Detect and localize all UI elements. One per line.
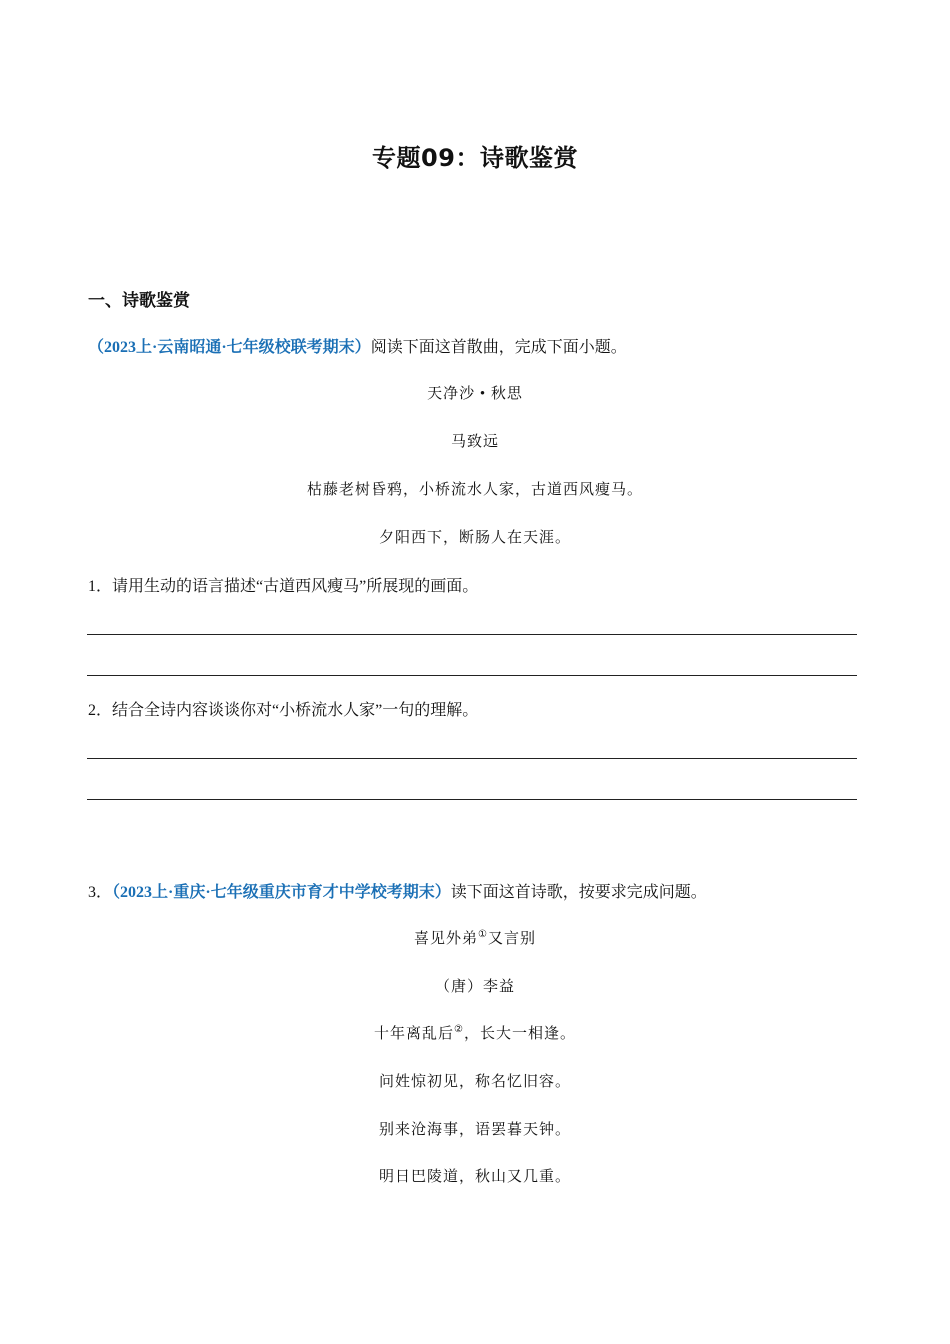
question-1: 1．请用生动的语言描述“古道西风瘦马”所展现的画面。 xyxy=(88,578,479,595)
poem1-line-1: 枯藤老树昏鸦，小桥流水人家，古道西风瘦马。 xyxy=(306,482,643,498)
answer-line-4 xyxy=(87,799,857,800)
poem2-line-2: 问姓惊初见，称名忆旧容。 xyxy=(378,1074,571,1090)
answer-line-2 xyxy=(87,675,857,676)
poem1-author: 马致远 xyxy=(450,434,499,450)
question-3-number: 3． xyxy=(88,884,113,901)
poem2-title-part-a: 喜见外弟 xyxy=(414,931,479,947)
poem1-title: 天净沙 • 秋思 xyxy=(427,386,523,402)
poem2-line-3: 别来沧海事，语罢暮天钟。 xyxy=(378,1122,571,1138)
passage2-instruction: 读下面这首诗歌，按要求完成问题。 xyxy=(450,884,707,901)
poem2-title-part-b: 又言别 xyxy=(487,931,536,947)
poem2-line-1 xyxy=(0,1022,950,1043)
footnote-marker-1: ① xyxy=(478,929,488,940)
answer-line-3 xyxy=(87,758,857,759)
passage1-intro xyxy=(88,334,627,357)
passage2-source: （2023上·重庆·七年级重庆市育才中学校考期末） xyxy=(112,884,451,901)
page-title: 专题09：诗歌鉴赏 xyxy=(372,144,578,172)
poem2-author: （唐）李益 xyxy=(434,979,515,995)
passage1-instruction: 阅读下面这首散曲，完成下面小题。 xyxy=(370,339,627,356)
poem2-title xyxy=(0,927,950,948)
footnote-marker-2: ② xyxy=(454,1024,464,1035)
poem2-line-1-part-b: ，长大一相逢。 xyxy=(463,1026,576,1042)
passage2-intro xyxy=(88,879,707,902)
poem1-line-2: 夕阳西下，断肠人在天涯。 xyxy=(378,530,571,546)
answer-line-1 xyxy=(87,634,857,635)
poem2-line-4: 明日巴陵道，秋山又几重。 xyxy=(378,1169,571,1185)
question-2: 2．结合全诗内容谈谈你对“小桥流水人家”一句的理解。 xyxy=(88,702,479,719)
poem2-line-1-part-a: 十年离乱后 xyxy=(374,1026,455,1042)
passage1-source: （2023上·云南昭通·七年级校联考期末） xyxy=(88,339,371,356)
section-heading: 一、诗歌鉴赏 xyxy=(88,291,190,311)
